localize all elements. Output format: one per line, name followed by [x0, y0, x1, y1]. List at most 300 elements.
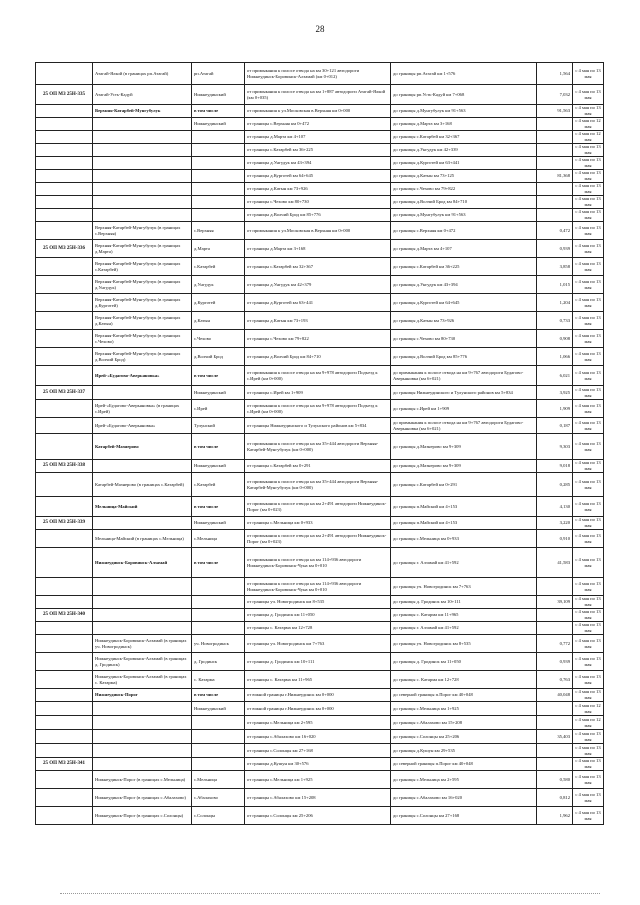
location-cell	[192, 622, 245, 635]
road-code-cell	[36, 105, 93, 118]
location-cell: в том числе	[192, 105, 245, 118]
table-row	[36, 497, 604, 517]
road-name-cell	[93, 460, 192, 473]
segment-end-cell: до границы с.Катарбей км 36+225	[391, 258, 537, 276]
segment-start-cell: от границы с.Солонцы км 27+168	[245, 744, 391, 758]
segment-start-cell: от границы д. Гродинск км 10+111	[245, 653, 391, 671]
road-name-cell	[93, 209, 192, 222]
segment-end-cell: до границы д.Марта км 3+168	[391, 118, 537, 131]
length-km-cell: 0,763	[537, 671, 573, 689]
restriction-period-cell: с 4 мая по 13 мая	[573, 744, 604, 758]
location-cell: с.Мельница	[192, 771, 245, 789]
road-name-cell	[93, 157, 192, 170]
table-row	[36, 400, 604, 418]
segment-start-cell: от границы с.Катарбей км 36+225	[245, 144, 391, 157]
road-code-cell	[36, 578, 93, 596]
road-code-cell	[36, 312, 93, 330]
segment-end-cell: до границы с.Катарбей км 32+367	[391, 131, 537, 144]
length-km-cell: 3,925	[537, 386, 573, 400]
table-row	[36, 744, 604, 758]
road-code-cell: 25 ОП МЗ 25Н-338	[36, 460, 93, 473]
length-km-cell: 7,032	[537, 85, 573, 105]
location-cell: Нижнеудинский	[192, 386, 245, 400]
restriction-period-cell: с 4 мая по 13 мая	[573, 209, 604, 222]
length-km-cell: 40,048	[537, 689, 573, 702]
length-km-cell	[537, 578, 573, 596]
road-name-cell	[93, 622, 192, 635]
table-row	[36, 222, 604, 240]
segment-end-cell: до границы д. Гродинск км 11+050	[391, 653, 537, 671]
segment-start-cell: от примыкания к полосе отвода на км 2+491 автодороги Нижнеудинск-Порог (км 0+023)	[245, 530, 391, 548]
segment-end-cell: до границы рп.Атагай км 1+576	[391, 63, 537, 85]
length-km-cell	[537, 183, 573, 196]
road-name-cell: Катарбей-Мазнерово	[93, 434, 192, 460]
table-row	[36, 330, 604, 348]
length-km-cell	[537, 622, 573, 635]
road-code-cell	[36, 596, 93, 609]
length-km-cell: 0,812	[537, 789, 573, 807]
location-cell: рп.Атагай	[192, 63, 245, 85]
table-row	[36, 312, 604, 330]
road-name-cell: Нижнеудинск-Порог (в границах с.Мельница)	[93, 771, 192, 789]
road-code-cell	[36, 170, 93, 183]
road-restrictions-table	[35, 62, 604, 825]
road-code-cell: 25 ОП МЗ 25Н-337	[36, 386, 93, 400]
road-code-cell	[36, 63, 93, 85]
segment-start-cell: от границы д.Марта км 3+168	[245, 240, 391, 258]
restriction-period-cell: с 4 мая по 13 мая	[573, 622, 604, 635]
road-name-cell: Мельница-Майский (в границах с.Мельница)	[93, 530, 192, 548]
road-name-cell: Нижнеудинск-Порог (в границах с.Абалахово)	[93, 789, 192, 807]
segment-end-cell: до границы г. Алзамай км 41+592	[391, 622, 537, 635]
segment-start-cell: от границы д.Волчий Брод км 84+710	[245, 348, 391, 366]
table-row	[36, 85, 604, 105]
table-row	[36, 473, 604, 497]
road-code-cell	[36, 222, 93, 240]
restriction-period-cell: с 4 мая по 13 мая	[573, 807, 604, 825]
length-km-cell: 81,368	[537, 170, 573, 183]
road-code-cell: 25 ОП МЗ 25Н-336	[36, 240, 93, 258]
restriction-period-cell: с 4 мая по 13 мая	[573, 548, 604, 578]
segment-end-cell: до границы уч. Новогродинск км 8+535	[391, 635, 537, 653]
segment-start-cell: от примыкания к полосе отвода на км 35+444 автодороги Верхняя-Катарбей-Мунгубулук (км 0+000)	[245, 434, 391, 460]
segment-start-cell: от границы уч. Новогродинск км 8+535	[245, 596, 391, 609]
segment-end-cell: до границы д.Курготей км 63+441	[391, 157, 537, 170]
segment-end-cell: до границы д.Мунгубулук км 91+563	[391, 105, 537, 118]
table-row	[36, 807, 604, 825]
road-name-cell: Нижнеудинск-Боровинск-Алзамай	[93, 548, 192, 578]
road-name-cell	[93, 170, 192, 183]
segment-end-cell: до границы с.Верхняя км 0+472	[391, 222, 537, 240]
length-km-cell: 1,204	[537, 294, 573, 312]
table-row	[36, 276, 604, 294]
segment-end-cell: до границы г. Алзамай км 41+592	[391, 548, 537, 578]
restriction-period-cell: с 4 мая по 13 мая	[573, 258, 604, 276]
location-cell	[192, 716, 245, 730]
location-cell	[192, 183, 245, 196]
restriction-period-cell: с 4 мая по 13 мая	[573, 517, 604, 530]
length-km-cell	[537, 157, 573, 170]
length-km-cell	[537, 702, 573, 716]
segment-start-cell: от примыкания к ул.Московская в.Верхняя км 0+000	[245, 222, 391, 240]
segment-start-cell: от границы Нижнеудинского и Тулунского районов км 5+834	[245, 418, 391, 434]
location-cell: Нижнеудинский	[192, 85, 245, 105]
road-name-cell: Мельница-Майский	[93, 497, 192, 517]
road-name-cell	[93, 183, 192, 196]
table-row	[36, 548, 604, 578]
location-cell: в том числе	[192, 548, 245, 578]
length-km-cell: 0,772	[537, 635, 573, 653]
segment-end-cell: до границы д.Мазнерово км 9+309	[391, 434, 537, 460]
table-row	[36, 258, 604, 276]
location-cell: Нижнеудинский	[192, 517, 245, 530]
road-code-cell	[36, 330, 93, 348]
table-row	[36, 170, 604, 183]
segment-start-cell: от границы д.Волчий Брод км 85+776	[245, 209, 391, 222]
restriction-period-cell: с 4 мая по 13 мая	[573, 105, 604, 118]
location-cell: д.Катын	[192, 312, 245, 330]
segment-start-cell: от примыкания к полосе отвода на км 9+978 автодороги Подъезд к с.Ирей (км 0+000)	[245, 400, 391, 418]
segment-end-cell: до границы с. Катарма км 11+965	[391, 609, 537, 622]
restriction-period-cell: с 4 мая по 13 мая	[573, 386, 604, 400]
road-code-cell	[36, 294, 93, 312]
length-km-cell	[537, 196, 573, 209]
road-code-cell: 25 ОП МЗ 25Н-339	[36, 517, 93, 530]
segment-start-cell: от границы с.Чехово км 80+730	[245, 196, 391, 209]
table-row	[36, 63, 604, 85]
segment-end-cell: до границы с.Чехово км 80+730	[391, 330, 537, 348]
segment-end-cell: до северной границы п.Порог км 40+048	[391, 758, 537, 771]
road-name-cell: Ирей-«Будагово-Аверьяновка»	[93, 366, 192, 386]
location-cell	[192, 144, 245, 157]
length-km-cell	[537, 609, 573, 622]
length-km-cell: 1,564	[537, 63, 573, 85]
segment-start-cell: от границы с.Солонцы км 25+206	[245, 807, 391, 825]
restriction-period-cell: с 4 мая по 13 мая	[573, 789, 604, 807]
restriction-period-cell: с 4 мая по 13 мая	[573, 170, 604, 183]
table-row	[36, 689, 604, 702]
length-km-cell: 0,285	[537, 473, 573, 497]
road-code-cell	[36, 497, 93, 517]
road-name-cell	[93, 386, 192, 400]
road-name-cell: Ирей-«Будагово-Аверьяновка»	[93, 418, 192, 434]
segment-start-cell: от границы с.Мельница км 2+595	[245, 716, 391, 730]
segment-start-cell: от границы с.Катарбей км 0+291	[245, 460, 391, 473]
road-code-cell	[36, 348, 93, 366]
restriction-period-cell: с 4 мая по 13 мая	[573, 596, 604, 609]
table-row	[36, 609, 604, 622]
length-km-cell	[537, 209, 573, 222]
segment-start-cell: от границы с. Катарма км 12+728	[245, 622, 391, 635]
location-cell	[192, 170, 245, 183]
segment-start-cell: от примыкания к полосе отвода на км 1+887 автодороги Атагай-Ялкой (км 0+035)	[245, 85, 391, 105]
road-name-cell: Нижнеудинск-Порог	[93, 689, 192, 702]
length-km-cell: 0,910	[537, 530, 573, 548]
road-name-cell: Нижнеудинск-Порог (в границах с.Солонцы)	[93, 807, 192, 825]
road-name-cell	[93, 196, 192, 209]
length-km-cell	[537, 118, 573, 131]
segment-start-cell: от границы д.Курготей км 63+441	[245, 294, 391, 312]
restriction-period-cell: с 4 мая по 13 мая	[573, 366, 604, 386]
length-km-cell: 1,015	[537, 276, 573, 294]
table-row	[36, 730, 604, 744]
segment-end-cell: до границы д.Курготей км 64+645	[391, 294, 537, 312]
road-name-cell: Нижнеудинск-Боровинск-Алзамай (в границах д. Гродинск)	[93, 653, 192, 671]
restriction-period-cell: с 4 мая по 13 мая	[573, 671, 604, 689]
road-code-cell	[36, 671, 93, 689]
restriction-period-cell: с 4 мая по 13 мая	[573, 400, 604, 418]
location-cell: уч. Новогродинск	[192, 635, 245, 653]
location-cell: д.Марта	[192, 240, 245, 258]
road-code-cell	[36, 789, 93, 807]
length-km-cell: 6,021	[537, 366, 573, 386]
segment-end-cell: до границы с. Катарма км 12+728	[391, 671, 537, 689]
restriction-period-cell: с 4 мая по 13 мая	[573, 635, 604, 653]
length-km-cell: 0,580	[537, 771, 573, 789]
road-code-cell: 25 ОП МЗ 25Н-340	[36, 609, 93, 622]
restriction-period-cell: с 4 мая по 13 мая	[573, 460, 604, 473]
table-row	[36, 653, 604, 671]
road-name-cell	[93, 744, 192, 758]
length-km-cell: 9,018	[537, 460, 573, 473]
road-code-cell	[36, 400, 93, 418]
table-row	[36, 209, 604, 222]
road-name-cell	[93, 131, 192, 144]
road-name-cell: Верхняя-Катарбей-Мунгубулук (в границах с.Катарбей)	[93, 258, 192, 276]
road-code-cell: 25 ОП МЗ 25Н-335	[36, 85, 93, 105]
length-km-cell: 9,303	[537, 434, 573, 460]
location-cell: д.Курготей	[192, 294, 245, 312]
location-cell	[192, 157, 245, 170]
segment-end-cell: до границы д.Волчий Брод км 85+776	[391, 348, 537, 366]
segment-end-cell: до границы д.Катын км 73+125	[391, 170, 537, 183]
road-name-cell	[93, 609, 192, 622]
road-code-cell	[36, 730, 93, 744]
road-code-cell	[36, 183, 93, 196]
location-cell: с.Солонцы	[192, 807, 245, 825]
restriction-period-cell: с 4 мая по 13 мая	[573, 730, 604, 744]
segment-start-cell: от примыкания к ул.Московская в.Верхняя км 0+000	[245, 105, 391, 118]
location-cell: Нижнеудинский	[192, 702, 245, 716]
table-row	[36, 131, 604, 144]
table-row	[36, 530, 604, 548]
road-name-cell	[93, 702, 192, 716]
location-cell: с.Верхняя	[192, 222, 245, 240]
location-cell	[192, 596, 245, 609]
location-cell: в том числе	[192, 497, 245, 517]
segment-end-cell: до границы д.Унгудук км 43+394	[391, 276, 537, 294]
table-row	[36, 460, 604, 473]
restriction-period-cell: с 4 мая по 13 мая	[573, 330, 604, 348]
segment-start-cell: от примыкания к полосе отвода на км 2+491 автодороги Нижнеудинск-Порог (км 0+023)	[245, 497, 391, 517]
location-cell: Нижнеудинский	[192, 460, 245, 473]
table-row	[36, 758, 604, 771]
segment-start-cell: от границы с.Катарбей км 32+367	[245, 258, 391, 276]
segment-end-cell: до границы д.Кушун км 29+535	[391, 744, 537, 758]
segment-start-cell: от границы с.Чехово км 79+822	[245, 330, 391, 348]
segment-end-cell: до границы с.Абалахово км 15+208	[391, 716, 537, 730]
road-code-cell	[36, 635, 93, 653]
segment-start-cell: от границы д.Марта км 4+107	[245, 131, 391, 144]
table-row	[36, 671, 604, 689]
location-cell: Нижнеудинский	[192, 118, 245, 131]
restriction-period-cell: с 4 мая по 13 мая	[573, 312, 604, 330]
road-name-cell: Нижнеудинск-Боровинск-Алзамай (в границах уч. Новогродинск)	[93, 635, 192, 653]
location-cell: Тулунский	[192, 418, 245, 434]
segment-start-cell: от примыкания к полосе отвода на км 30+121 автодороги Нижнеудинск-Боровинск-Алзамай (км 0+012)	[245, 63, 391, 85]
segment-start-cell: от границы д.Унгудук км 43+394	[245, 157, 391, 170]
length-km-cell	[537, 744, 573, 758]
road-name-cell: Верхняя-Катарбей-Мунгубулук (в границах д.Марта)	[93, 240, 192, 258]
restriction-period-cell: с 4 мая по 13 мая	[573, 609, 604, 622]
segment-end-cell: до границы с.Солонцы км 25+206	[391, 730, 537, 744]
restriction-period-cell: с 4 мая по 13 мая	[573, 348, 604, 366]
segment-start-cell: от границы д.Унгудук км 42+379	[245, 276, 391, 294]
restriction-period-cell: с 4 мая по 13 мая	[573, 578, 604, 596]
page-number: 28	[315, 24, 325, 34]
location-cell	[192, 609, 245, 622]
segment-end-cell: до границы п.Майский км 4+153	[391, 517, 537, 530]
road-name-cell: Верхняя-Катарбей-Мунгубулук (в границах д.Волчий Брод)	[93, 348, 192, 366]
road-name-cell: Верхняя-Катарбей-Мунгубулук (в границах с.Чехово)	[93, 330, 192, 348]
road-name-cell: Ирей-«Будагово-Аверьяновка» (в границах с.Ирей)	[93, 400, 192, 418]
segment-start-cell: от примыкания к полосе отвода на км 114+936 автодороги Нижнеудинск-Боровинск-Чуна км 0+010	[245, 548, 391, 578]
segment-start-cell: от границы д. Гродинск км 11+050	[245, 609, 391, 622]
road-code-cell	[36, 366, 93, 386]
location-cell: с.Абалахово	[192, 789, 245, 807]
segment-start-cell: от границы с. Катарма км 11+965	[245, 671, 391, 689]
segment-start-cell: от границы с.Мельница км 1+925	[245, 771, 391, 789]
location-cell: д.Волчий Брод	[192, 348, 245, 366]
road-name-cell: Верхняя-Катарбей-Мунгубулук (в границах д.Курготей)	[93, 294, 192, 312]
road-name-cell: Катарбей-Мазнерово (в границах с.Катарбей)	[93, 473, 192, 497]
length-km-cell: 4,130	[537, 497, 573, 517]
road-name-cell: Верхняя-Катарбей-Мунгубулук (в границах д.Унгудук)	[93, 276, 192, 294]
segment-start-cell: от границы уч. Новогродинск км 7+763	[245, 635, 391, 653]
location-cell: д.Унгудук	[192, 276, 245, 294]
road-code-cell	[36, 209, 93, 222]
segment-start-cell: от границы д.Катын км 73+193	[245, 312, 391, 330]
segment-start-cell: от границы с.Абалахово км 16+020	[245, 730, 391, 744]
restriction-period-cell: с 4 мая по 13 мая	[573, 240, 604, 258]
location-cell: в том числе	[192, 366, 245, 386]
segment-end-cell: до границы уч. Новогродинск км 7+763	[391, 578, 537, 596]
location-cell: с.Катарбей	[192, 473, 245, 497]
restriction-period-cell: с 4 мая по 13 мая	[573, 473, 604, 497]
location-cell	[192, 758, 245, 771]
road-name-cell: Верхняя-Катарбей-Мунгубулук (в границах с.Верхняя)	[93, 222, 192, 240]
segment-end-cell: до примыкания к полосе отвода на км 9+767 автодороги Будагово-Аверьяновка (км 6+021)	[391, 418, 537, 434]
length-km-cell	[537, 716, 573, 730]
restriction-period-cell: с 4 мая по 13 мая	[573, 653, 604, 671]
table-row	[36, 240, 604, 258]
road-code-cell	[36, 653, 93, 671]
location-cell: в том числе	[192, 434, 245, 460]
segment-start-cell: от границы с.Ирей км 1+909	[245, 386, 391, 400]
location-cell: д. Гродинск	[192, 653, 245, 671]
road-name-cell: Атагай-Усть-Кадуй	[93, 85, 192, 105]
road-code-cell	[36, 434, 93, 460]
segment-start-cell: от южной границы г.Нижнеудинск км 0+000	[245, 702, 391, 716]
road-code-cell	[36, 196, 93, 209]
footer-rule	[60, 893, 600, 894]
table-row	[36, 771, 604, 789]
segment-start-cell: от примыкания к полосе отвода на км 114+936 автодороги Нижнеудинск-Боровинск-Чуна км 0+010	[245, 578, 391, 596]
restriction-period-cell: с 4 мая по 13 мая	[573, 434, 604, 460]
restriction-period-cell: с 4 мая по 12 мая	[573, 131, 604, 144]
road-code-cell	[36, 144, 93, 157]
length-km-cell: 0,939	[537, 240, 573, 258]
table-row	[36, 789, 604, 807]
road-code-cell	[36, 622, 93, 635]
table-row	[36, 418, 604, 434]
table-row	[36, 517, 604, 530]
length-km-cell: 1,909	[537, 400, 573, 418]
length-km-cell: 0,187	[537, 418, 573, 434]
segment-start-cell: от примыкания к полосе отвода на км 9+978 автодороги Подъезд к с.Ирей (км 0+000)	[245, 366, 391, 386]
segment-start-cell: от границы д.Кушун км 30+576	[245, 758, 391, 771]
segment-start-cell: от примыкания к полосе отвода на км 35+444 автодороги Верхняя-Катарбей-Мунгубулук (км 0+000)	[245, 473, 391, 497]
segment-end-cell: до границы с.Мельница км 1+925	[391, 702, 537, 716]
restriction-period-cell: с 4 мая по 12 мая	[573, 702, 604, 716]
restriction-period-cell: с 4 мая по 13 мая	[573, 771, 604, 789]
segment-end-cell: до северной границы п.Порог км 40+048	[391, 689, 537, 702]
table-row	[36, 196, 604, 209]
restriction-period-cell: с 4 мая по 13 мая	[573, 418, 604, 434]
road-code-cell	[36, 276, 93, 294]
location-cell	[192, 196, 245, 209]
restriction-period-cell: с 4 мая по 13 мая	[573, 157, 604, 170]
table-row	[36, 578, 604, 596]
length-km-cell	[537, 144, 573, 157]
road-code-cell	[36, 744, 93, 758]
road-name-cell	[93, 118, 192, 131]
segment-start-cell: от границы с.Верхняя км 0+472	[245, 118, 391, 131]
table-row	[36, 622, 604, 635]
restriction-period-cell: с 4 мая по 13 мая	[573, 183, 604, 196]
location-cell: с.Мельница	[192, 530, 245, 548]
segment-end-cell: до границы рп.Усть-Кадуй км 7+068	[391, 85, 537, 105]
location-cell: с.Ирей	[192, 400, 245, 418]
restriction-period-cell: с 4 мая по 13 мая	[573, 758, 604, 771]
segment-end-cell: до границы п.Майский км 4+153	[391, 497, 537, 517]
length-km-cell	[537, 131, 573, 144]
restriction-period-cell: с 4 мая по 13 мая	[573, 689, 604, 702]
restriction-period-cell: с 4 мая по 12 мая	[573, 118, 604, 131]
location-cell: в том числе	[192, 689, 245, 702]
table-row	[36, 183, 604, 196]
location-cell: с.Чехово	[192, 330, 245, 348]
road-code-cell	[36, 157, 93, 170]
road-code-cell	[36, 716, 93, 730]
segment-end-cell: до границы Нижнеудинского и Тулунского районов км 5+834	[391, 386, 537, 400]
road-name-cell	[93, 578, 192, 596]
restriction-period-cell: с 4 мая по 13 мая	[573, 196, 604, 209]
table-row	[36, 105, 604, 118]
restriction-period-cell: с 4 мая по 13 мая	[573, 85, 604, 105]
length-km-cell: 1,962	[537, 807, 573, 825]
road-name-cell: Верхняя-Катарбей-Мунгубулук	[93, 105, 192, 118]
segment-end-cell: до границы с.Мельница км 0+933	[391, 530, 537, 548]
segment-end-cell: до границы д.Марта км 4+107	[391, 240, 537, 258]
location-cell	[192, 744, 245, 758]
location-cell: с. Катарма	[192, 671, 245, 689]
road-code-cell	[36, 473, 93, 497]
segment-end-cell: до границы д.Мунгубулук км 91+563	[391, 209, 537, 222]
table-body	[36, 63, 604, 825]
table-row	[36, 716, 604, 730]
segment-end-cell: до границы д.Мазнерово км 9+309	[391, 460, 537, 473]
